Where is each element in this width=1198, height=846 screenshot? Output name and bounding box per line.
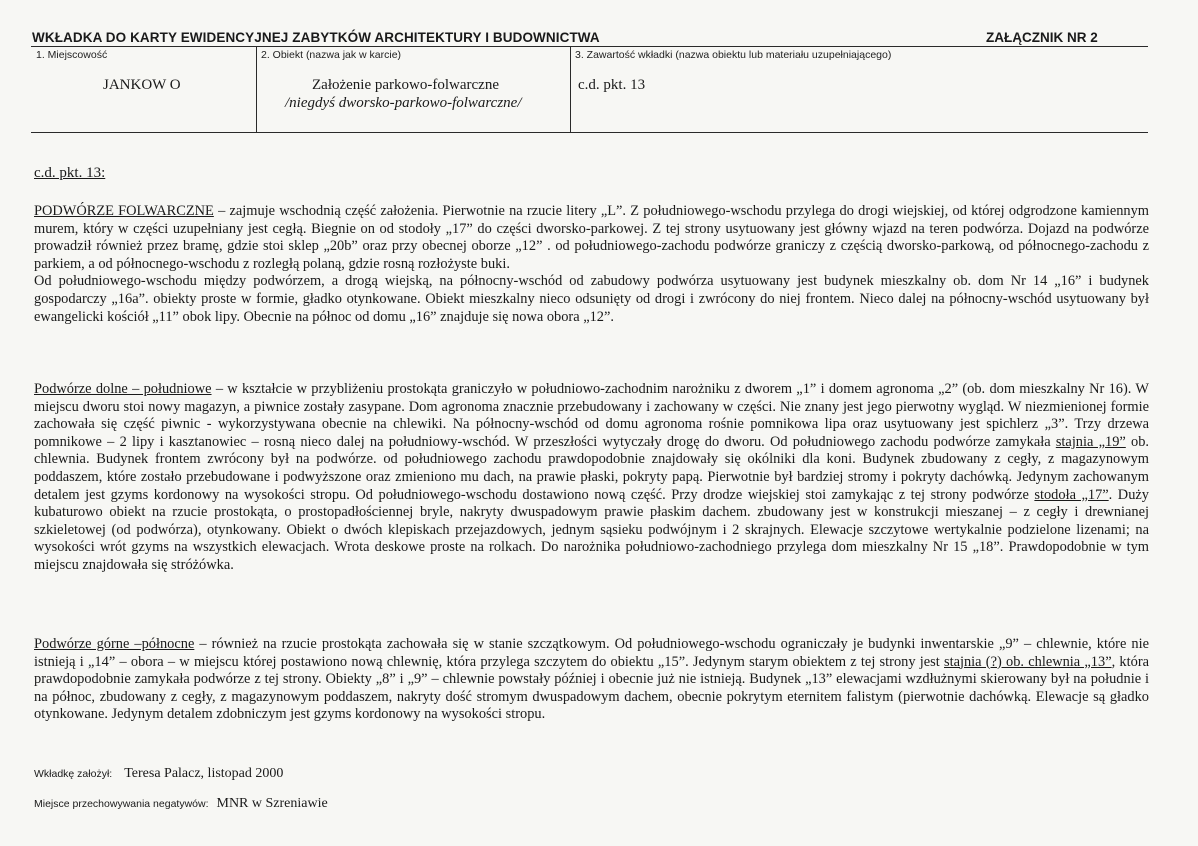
upper-courtyard-heading: Podwórze górne –północne [34,636,195,652]
farm-courtyard-heading: PODWÓRZE FOLWARCZNE [34,203,214,219]
author-label: Wkładkę założył: [34,768,113,780]
negatives-value: MNR w Szreniawie [216,796,328,811]
section-heading: c.d. pkt. 13: [34,165,106,181]
paragraph-upper-courtyard [34,636,1149,724]
locality-label: 1. Miejscowość [36,49,108,61]
stable-19-ref: stajnia „19” [1055,433,1126,450]
farm-courtyard-text: – zajmuje wschodnią część założenia. Pierwotnie na rzucie litery „L”. Z południowego-wschodu przylega do drogi wiejskiej, od której odgrodzone kamiennym murem, który w części uzupełniany jest cegłą. Biegnie on od stodoły „17” do części dworsko-parkowej. Z tej strony usytuowany jest główny wjazd na teren podwórza. Dojazd na podwórze prowadził również przez bramę, gdzie stoi sklep „20b” oraz przy obecnej oborze „12” . od południowego-zachodu podwórze graniczy z częścią dworsko-parkową, od północnego-zachodu z parkiem, a od północnego-wschodu z rozległą polaną, gdzie rosną rozłożyste buki. [34,203,1149,272]
lower-courtyard-text-3: . Duży kubaturowo obiekt na rzucie prostokąta, o prostopadłościennej bryle, nakryty dwuspadowym prawie płaskim dachem. zbudowany jest w konstrukcji mieszanej – z cegły i drewnianej szkieletowej (od podwórza), otynkowany. Obiekt o dwóch klepiskach przejazdowych, jednym sąsieku podwójnym i 2 skrajnych. Elewacje szczytowe wertykalnie podzielone lizenami; na wysokości wrót gzyms na wszystkich elewacjach. Wrota deskowe proste na rolkach. Do narożnika południowo-zachodniego przylega dom mieszkalny Nr 15 „18”. Prawdopodobnie w tym miejscu znajdowała się stróżówka. [34,486,1149,573]
paragraph-farm-courtyard [34,203,1149,326]
lower-courtyard-text: – w kształcie w przybliżeniu prostokąta graniczyło w południowo-zachodnim narożniku z dworem „1” i domem agronoma „2” (ob. dom mieszkalny Nr 16). W miejscu dworu stoi nowy magazyn, a piwnice zostały zasypane. Dom agronoma znacznie przebudowany i zachowany w części. Nie znany jest jego pierwotny wygląd. W niezmienionej formie zachowała się część piwnic - wykorzystywana obecnie na chlewiki. Na północny-wschód od domu agronoma rośnie pomnikowa lipa oraz usytuowany jest spichlerz „3”. Trzy drzewa pomnikowe – 2 lipy i kasztanowiec – rosną nieco dalej na południowy-wschód. W przeszłości wytyczały drogę do dworu. Od południowego zachodu podwórze zamykała [34,381,1149,450]
stable-13-ref: stajnia (?) ob. chlewnia „13” [944,653,1112,670]
upper-courtyard-text-2: , która prawdopodobnie zamykała podwórze z tej strony. Obiekty „8” i „9” – chlewnie powstały później i obecnie już nie istnieją. Budynek „13” elewacjami wzdłużnymi skierowany był na południe i na północ, zbudowany z cegły, z magazynowym poddaszem, nakryty dość stromym dwuspadowym dachem, obecnie pokrytym eternitem falistym (pierwotnie dachówką. Elewacje są gładko otynkowane. Jedynym detalem zdobniczym jest gzyms kordonowy na wysokości stropu. [34,653,1149,723]
author-line [34,764,283,782]
barn-17-ref: stodoła „17” [1034,486,1109,503]
lower-courtyard-text-2: ob. chlewnia. Budynek frontem zwrócony był na podwórze. od południowego zachodu prawdopodobnie znajdowały się okólniki dla koni. Budynek zbudowany z cegły, z magazynowym poddaszem, które zostało przebudowane i podwyższone oraz zmieniono mu dach, na prawie płaski, pokryty papą. Pierwotnie był bardziej stromy i pokryty dachówką. Jedynym zachowanym detalem jest gzyms kordonowy na wysokości stropu. Od południowego-wschodu dostawiono nową część. Przy drodze wiejskiej stoi zamykając z tej strony podwórze [34,433,1149,503]
object-label: 2. Obiekt (nazwa jak w karcie) [261,49,402,61]
object-value: Założenie parkowo-folwarczne [312,77,499,93]
lower-courtyard-heading: Podwórze dolne – południowe [34,381,212,397]
table-bottom-border [31,132,1148,133]
farm-courtyard-text-2: Od południowego-wschodu między podwórzem, a drogą wiejską, na północny-wschód od zabudowy podwórza usytuowany jest budynek mieszkalny ob. dom Nr 14 „16” i budynek gospodarczy „16a”. obiekty proste w formie, gładko otynkowane. Obiekt mieszkalny nieco odsunięty od drogi i zwrócony do niej frontem. Nieco dalej na północny-wschód usytuowany był ewangelicki kościół „11” obok lipy. Obecnie na północ od domu „16” znajduje się nowa obora „12”. [34,273,1149,325]
table-top-border [31,46,1148,47]
header-title: WKŁADKA DO KARTY EWIDENCYJNEJ ZABYTKÓW ARCHITEKTURY I BUDOWNICTWA [32,30,600,45]
object-value-former: /niegdyś dworsko-parkowo-folwarczne/ [285,95,522,111]
locality-value: JANKOW O [103,77,181,93]
paragraph-lower-courtyard [34,381,1149,575]
upper-courtyard-text: – również na rzucie prostokąta zachowała się w stanie szczątkowym. Od południowego-wschodu ograniczały je budynki inwentarskie „9” – chlewnie, które nie istnieją i „14” – obora – w miejscu której postawiono nową chlewnię, która przylega szczytem do obiektu „15”. Jedynym starym obiektem z tej strony jest [34,636,1149,670]
negatives-line [34,794,328,812]
content-value: c.d. pkt. 13 [578,77,646,93]
author-value: Teresa Palacz, listopad 2000 [124,766,284,781]
negatives-label: Miejsce przechowywania negatywów: [34,798,209,810]
annex-number: ZAŁĄCZNIK NR 2 [986,30,1098,45]
table-divider-2 [570,46,571,133]
table-divider-1 [256,46,257,133]
content-label: 3. Zawartość wkładki (nazwa obiektu lub materiału uzupełniającego) [575,49,892,61]
